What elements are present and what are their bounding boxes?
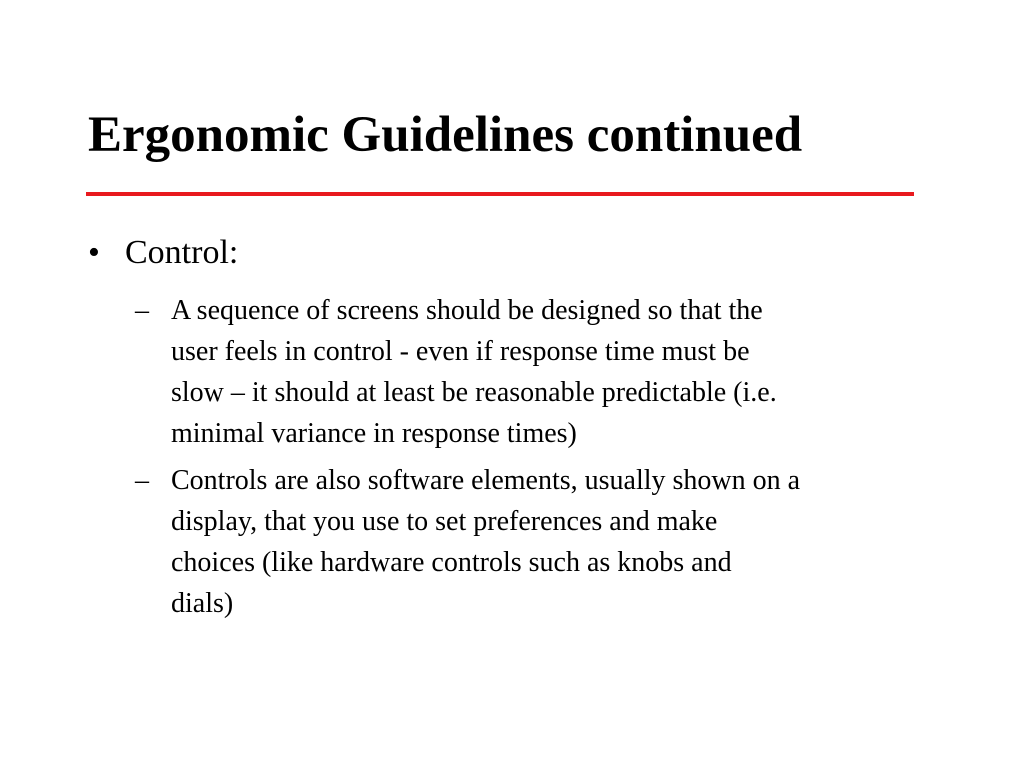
sub-bullet-text [171, 290, 971, 454]
sub-bullet-item [0, 290, 1024, 454]
text-line: slow – it should at least be reasonable predictable (i.e. [171, 377, 777, 408]
bullet-marker: • [88, 234, 100, 271]
text-line: Controls are also software elements, usually shown on a [171, 465, 801, 496]
text-line: display, that you use to set preferences and make [171, 506, 718, 537]
sub-bullet-text [171, 460, 971, 624]
text-line: A sequence of screens should be designed so that the [171, 295, 763, 326]
sub-bullet-item [0, 460, 1024, 624]
text-line: minimal variance in response times) [171, 418, 577, 449]
slide-title: Ergonomic Guidelines continued [88, 107, 803, 163]
sub-bullet-marker: – [135, 465, 149, 496]
text-line: choices (like hardware controls such as knobs and [171, 547, 732, 578]
text-line: user feels in control - even if response time must be [171, 336, 750, 367]
title-underline [86, 192, 914, 196]
text-line: dials) [171, 588, 234, 619]
sub-bullet-list [0, 290, 1024, 630]
sub-bullet-marker: – [135, 295, 149, 326]
bullet-text: Control: [125, 234, 239, 271]
